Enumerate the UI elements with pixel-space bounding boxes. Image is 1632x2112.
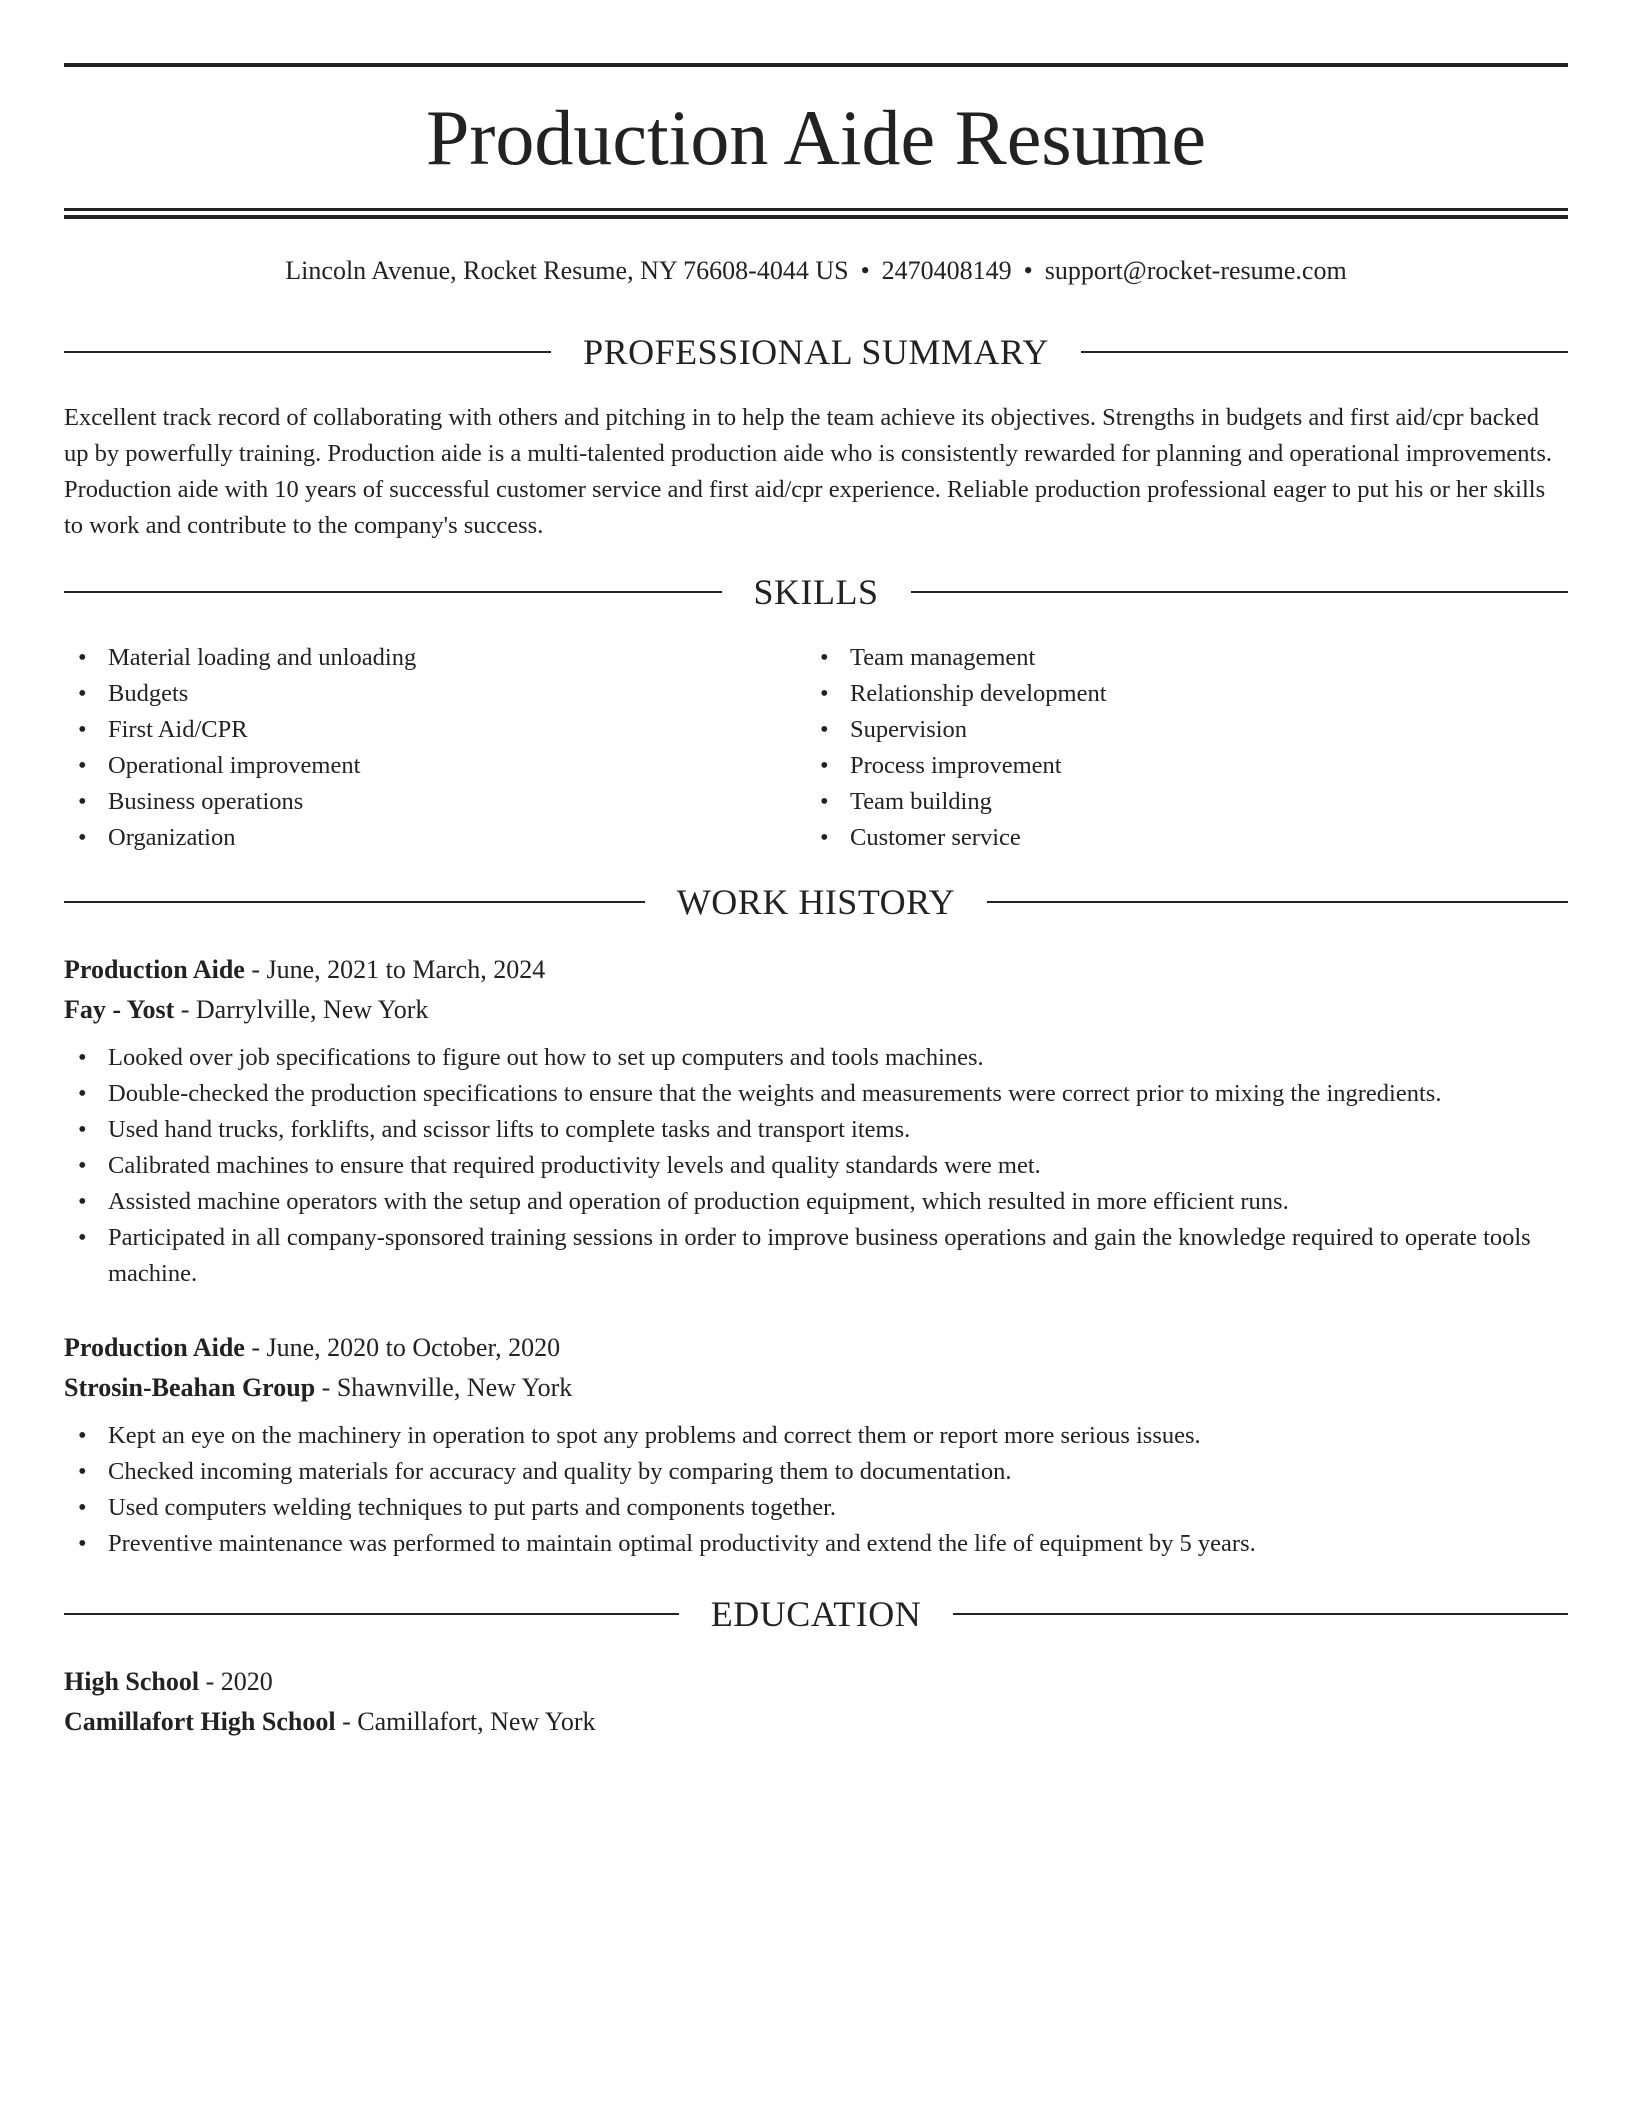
education-degree: High School xyxy=(64,1667,200,1696)
bullet: • xyxy=(78,1152,87,1179)
job-bullet-text: Calibrated machines to ensure that required productivity levels and quality standards were met. xyxy=(108,1152,1041,1179)
job-bullet-text: Double-checked the production specifications to ensure that the weights and measurements were correct prior to mixing the ingredients. xyxy=(108,1080,1442,1107)
section-title: PROFESSIONAL SUMMARY xyxy=(583,332,1049,372)
heading-rule xyxy=(64,591,722,593)
section-title: WORK HISTORY xyxy=(676,882,956,922)
work-history-heading xyxy=(64,880,1568,924)
bullet: • xyxy=(78,788,87,815)
list-item xyxy=(64,1040,1568,1076)
bullet: • xyxy=(78,824,87,851)
heading-rule xyxy=(64,901,645,903)
job-title: Production Aide xyxy=(64,1333,245,1362)
job-bullet-text: Used hand trucks, forklifts, and scissor lifts to complete tasks and transport items. xyxy=(108,1116,911,1143)
list-item xyxy=(806,676,1548,712)
bullet: • xyxy=(78,1080,87,1107)
bullet: • xyxy=(78,752,87,779)
list-item xyxy=(64,1454,1568,1490)
summary-text: Excellent track record of collaborating with others and pitching in to help the team achieve its objectives. Strengths in budgets and first aid/cpr backed up by powerfully training. Production aide is a multi-talented production aide who is consistently rewarded for planning and operational improvements. Production aide with 10 years of successful customer service and first aid/cpr experience. Reliable production professional eager to put his or her skills to work and contribute to the company's success. xyxy=(64,404,1553,539)
list-item xyxy=(64,748,806,784)
list-item xyxy=(64,1112,1568,1148)
list-item xyxy=(806,748,1548,784)
education-school: Camillafort High School xyxy=(64,1707,336,1736)
skill-label: Operational improvement xyxy=(108,752,361,779)
list-item xyxy=(64,784,806,820)
heading-rule xyxy=(64,351,551,353)
bullet: • xyxy=(78,644,87,671)
summary-heading xyxy=(64,330,1568,374)
education-year: - 2020 xyxy=(199,1667,273,1696)
list-item xyxy=(64,1418,1568,1454)
bullet: • xyxy=(78,1224,87,1251)
title-rule-upper xyxy=(64,208,1568,211)
contact-separator: • xyxy=(1023,256,1033,285)
job-bullet-text: Used computers welding techniques to put parts and components together. xyxy=(108,1494,837,1521)
skill-label: Process improvement xyxy=(850,752,1062,779)
list-item xyxy=(64,676,806,712)
job-dates: - June, 2020 to October, 2020 xyxy=(244,1333,561,1362)
job-bullets xyxy=(64,1418,1568,1562)
contact-email: support@rocket-resume.com xyxy=(1044,256,1347,285)
list-item xyxy=(64,712,806,748)
job-location: - Darrylville, New York xyxy=(174,995,429,1024)
education-school-line xyxy=(64,1702,1568,1742)
section-title: SKILLS xyxy=(753,572,879,612)
bullet: • xyxy=(78,1530,87,1557)
bullet: • xyxy=(78,716,87,743)
title-rule-lower xyxy=(64,215,1568,219)
education-location: - Camillafort, New York xyxy=(335,1707,596,1736)
bullet: • xyxy=(820,824,829,851)
skills-column-left xyxy=(64,640,806,856)
contact-line xyxy=(64,254,1568,288)
contact-phone: 2470408149 xyxy=(881,256,1012,285)
bullet: • xyxy=(820,788,829,815)
bullet: • xyxy=(78,1188,87,1215)
bullet: • xyxy=(820,680,829,707)
heading-rule xyxy=(987,901,1568,903)
job-title: Production Aide xyxy=(64,955,245,984)
job-company-line xyxy=(64,990,1568,1030)
bullet: • xyxy=(820,716,829,743)
job-bullet-text: Kept an eye on the machinery in operation to spot any problems and correct them or report more serious issues. xyxy=(108,1422,1201,1449)
skill-label: Budgets xyxy=(108,680,189,707)
top-rule xyxy=(64,63,1568,67)
skill-label: Relationship development xyxy=(850,680,1107,707)
job-bullets xyxy=(64,1040,1568,1292)
job-title-line xyxy=(64,950,1568,990)
job-entry xyxy=(64,1328,1568,1562)
heading-rule xyxy=(911,591,1569,593)
list-item xyxy=(806,712,1548,748)
list-item xyxy=(806,640,1548,676)
list-item xyxy=(64,1490,1568,1526)
list-item xyxy=(64,1526,1568,1562)
skill-label: Supervision xyxy=(850,716,968,743)
education-entry xyxy=(64,1662,1568,1742)
page-title: Production Aide Resume xyxy=(426,94,1206,181)
education-heading xyxy=(64,1592,1568,1636)
bullet: • xyxy=(820,644,829,671)
list-item xyxy=(806,784,1548,820)
bullet: • xyxy=(78,680,87,707)
bullet: • xyxy=(78,1116,87,1143)
list-item xyxy=(806,820,1548,856)
skill-label: First Aid/CPR xyxy=(108,716,248,743)
skill-label: Team building xyxy=(850,788,992,815)
skills-list xyxy=(64,640,1568,856)
list-item xyxy=(64,1184,1568,1220)
skill-label: Business operations xyxy=(108,788,304,815)
job-bullet-text: Preventive maintenance was performed to maintain optimal productivity and extend the life of equipment by 5 years. xyxy=(108,1530,1256,1557)
job-bullet-text: Participated in all company-sponsored training sessions in order to improve business operations and gain the knowledge required to operate tools machine. xyxy=(108,1224,1531,1287)
skill-label: Material loading and unloading xyxy=(108,644,417,671)
heading-rule xyxy=(953,1613,1568,1615)
heading-rule xyxy=(64,1613,679,1615)
list-item xyxy=(64,640,806,676)
bullet: • xyxy=(820,752,829,779)
list-item xyxy=(64,820,806,856)
job-dates: - June, 2021 to March, 2024 xyxy=(244,955,546,984)
contact-separator: • xyxy=(860,256,870,285)
education-degree-line xyxy=(64,1662,1568,1702)
job-company-line xyxy=(64,1368,1568,1408)
job-bullet-text: Checked incoming materials for accuracy and quality by comparing them to documentation. xyxy=(108,1458,1012,1485)
contact-address: Lincoln Avenue, Rocket Resume, NY 76608-4044 US xyxy=(285,256,849,285)
section-title: EDUCATION xyxy=(710,1594,922,1634)
job-company: Strosin-Beahan Group xyxy=(64,1373,316,1402)
skill-label: Team management xyxy=(850,644,1036,671)
job-title-line xyxy=(64,1328,1568,1368)
skill-label: Customer service xyxy=(850,824,1021,851)
job-location: - Shawnville, New York xyxy=(315,1373,573,1402)
job-company: Fay - Yost xyxy=(64,995,175,1024)
job-bullet-text: Looked over job specifications to figure out how to set up computers and tools machines. xyxy=(108,1044,984,1071)
job-entry xyxy=(64,950,1568,1292)
bullet: • xyxy=(78,1044,87,1071)
skill-label: Organization xyxy=(108,824,236,851)
list-item xyxy=(64,1220,1568,1292)
bullet: • xyxy=(78,1422,87,1449)
bullet: • xyxy=(78,1494,87,1521)
bullet: • xyxy=(78,1458,87,1485)
skills-heading xyxy=(64,570,1568,614)
heading-rule xyxy=(1081,351,1568,353)
list-item xyxy=(64,1076,1568,1112)
skills-column-right xyxy=(806,640,1548,856)
list-item xyxy=(64,1148,1568,1184)
job-bullet-text: Assisted machine operators with the setup and operation of production equipment, which resulted in more efficient runs. xyxy=(108,1188,1289,1215)
